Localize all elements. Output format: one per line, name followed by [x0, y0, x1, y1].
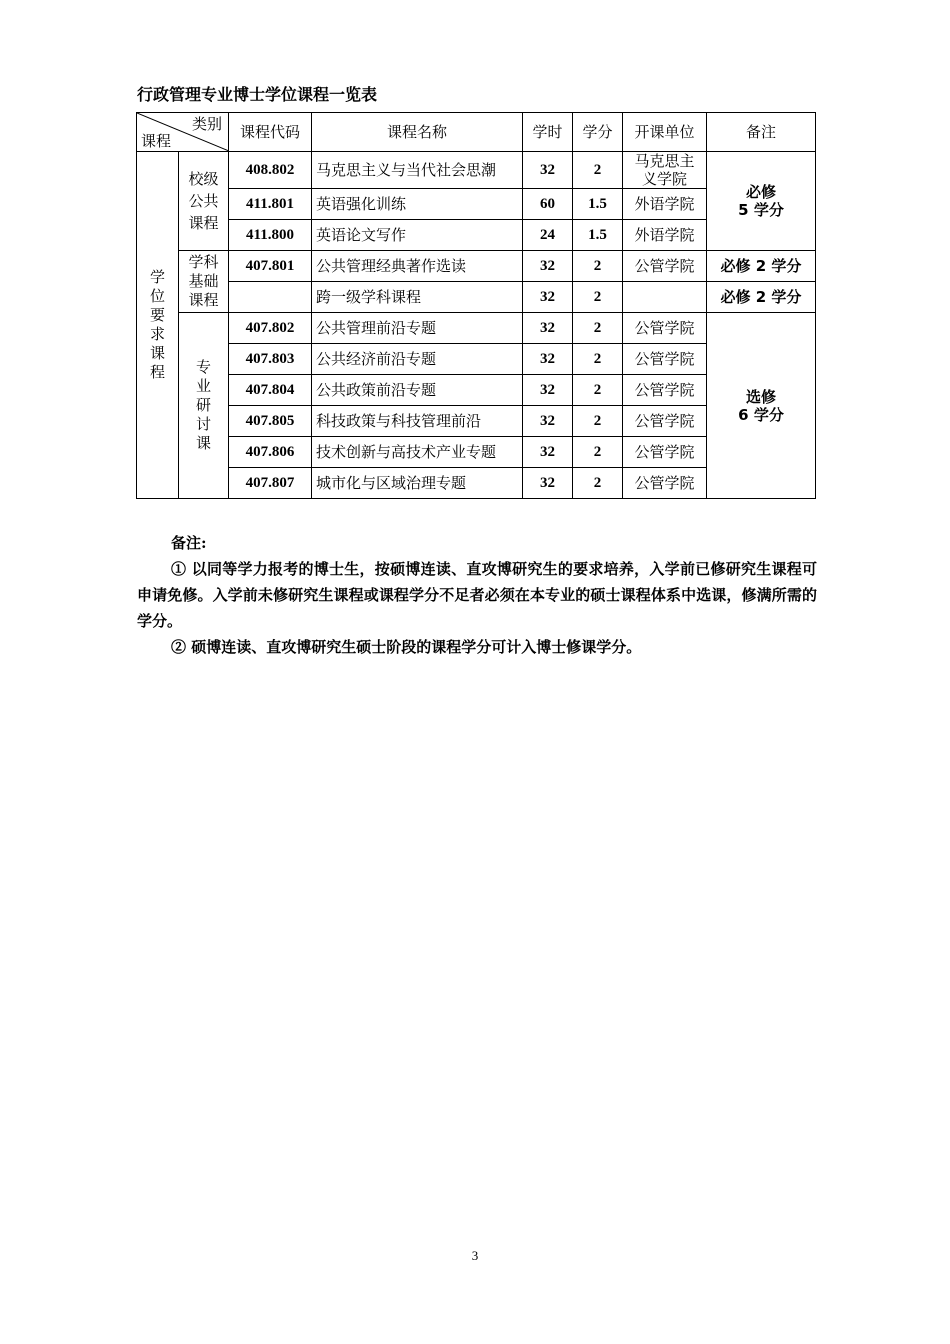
course-hours: 32 [523, 313, 573, 344]
course-code: 411.800 [229, 220, 312, 251]
notes-section [137, 530, 817, 660]
course-unit: 公管学院 [623, 375, 707, 406]
course-code: 411.801 [229, 189, 312, 220]
course-name: 科技政策与科技管理前沿 [312, 406, 523, 437]
course-credits: 1.5 [573, 189, 623, 220]
header-unit: 开课单位 [623, 113, 707, 152]
group-basic-label: 学科基础课程 [188, 253, 219, 309]
course-credits: 2 [573, 468, 623, 499]
course-hours: 32 [523, 251, 573, 282]
course-unit: 公管学院 [623, 406, 707, 437]
course-code: 407.801 [229, 251, 312, 282]
diagonal-header-cell [137, 113, 229, 152]
course-credits: 2 [573, 437, 623, 468]
course-hours: 32 [523, 375, 573, 406]
outer-group-cell [137, 152, 179, 499]
table-row [137, 251, 816, 282]
course-code: 408.802 [229, 152, 312, 189]
course-hours: 60 [523, 189, 573, 220]
note-item-2: ② 硕博连读、直攻博研究生硕士阶段的课程学分可计入博士修课学分。 [171, 638, 642, 656]
table-row [137, 152, 816, 189]
course-name: 英语强化训练 [312, 189, 523, 220]
remark-public-line2: 5 学分 [738, 201, 784, 219]
course-code: 407.806 [229, 437, 312, 468]
course-credits: 2 [573, 313, 623, 344]
page-title: 行政管理专业博士学位课程一览表 [137, 85, 378, 104]
header-credits: 学分 [573, 113, 623, 152]
course-name: 城市化与区域治理专题 [312, 468, 523, 499]
course-hours: 24 [523, 220, 573, 251]
remark-public-line1: 必修 [745, 183, 776, 201]
course-hours: 32 [523, 152, 573, 189]
outer-group-label: 学位要求课程 [150, 268, 166, 381]
remark-public [707, 152, 816, 251]
course-code: 407.802 [229, 313, 312, 344]
course-code: 407.807 [229, 468, 312, 499]
course-unit [623, 282, 707, 313]
course-name: 跨一级学科课程 [312, 282, 523, 313]
remark-basic-2: 必修 2 学分 [707, 282, 816, 313]
header-hours: 学时 [523, 113, 573, 152]
course-credits: 2 [573, 152, 623, 189]
group-public-label: 校级公共课程 [188, 170, 219, 232]
header-category: 类别 [191, 115, 222, 133]
course-unit: 公管学院 [623, 344, 707, 375]
note-item-1: ① 以同等学力报考的博士生，按硕博连读、直攻博研究生的要求培养，入学前已修研究生课程可申请免修。入学前未修研究生课程或课程学分不足者必须在本专业的硕士课程体系中选课，修满所需的学分。 [137, 560, 817, 630]
course-hours: 32 [523, 406, 573, 437]
course-code: 407.805 [229, 406, 312, 437]
course-name: 技术创新与高技术产业专题 [312, 437, 523, 468]
course-unit: 外语学院 [623, 220, 707, 251]
remark-basic-1: 必修 2 学分 [707, 251, 816, 282]
course-hours: 32 [523, 437, 573, 468]
course-unit: 公管学院 [623, 251, 707, 282]
course-hours: 32 [523, 282, 573, 313]
course-name: 公共政策前沿专题 [312, 375, 523, 406]
notes-heading: 备注: [171, 534, 207, 552]
group-public-cell [179, 152, 229, 251]
course-credits: 1.5 [573, 220, 623, 251]
course-name: 马克思主义与当代社会思潮 [312, 152, 523, 189]
group-seminar-label: 专业研讨课 [196, 358, 212, 452]
course-name: 公共管理前沿专题 [312, 313, 523, 344]
course-unit: 外语学院 [623, 189, 707, 220]
course-unit: 公管学院 [623, 313, 707, 344]
table-header-row [137, 113, 816, 152]
course-code [229, 282, 312, 313]
course-code: 407.803 [229, 344, 312, 375]
table-row [137, 282, 816, 313]
course-credits: 2 [573, 344, 623, 375]
group-basic-cell [179, 251, 229, 313]
course-hours: 32 [523, 344, 573, 375]
course-unit: 公管学院 [623, 468, 707, 499]
table-row [137, 313, 816, 344]
course-credits: 2 [573, 251, 623, 282]
group-seminar-cell [179, 313, 229, 499]
course-code: 407.804 [229, 375, 312, 406]
course-credits: 2 [573, 406, 623, 437]
header-course: 课程 [141, 132, 172, 150]
remark-seminar-line2: 6 学分 [738, 405, 784, 424]
course-credits: 2 [573, 375, 623, 406]
course-unit: 公管学院 [623, 437, 707, 468]
page-number: 3 [471, 1248, 479, 1263]
course-name: 公共经济前沿专题 [312, 344, 523, 375]
course-unit-text: 马克思主义学院 [634, 152, 695, 188]
course-unit [623, 152, 707, 189]
header-code: 课程代码 [229, 113, 312, 152]
remark-seminar-line1: 选修 [745, 387, 776, 406]
course-credits: 2 [573, 282, 623, 313]
course-table [136, 112, 816, 499]
header-remark: 备注 [707, 113, 816, 152]
remark-seminar [707, 313, 816, 499]
header-name: 课程名称 [312, 113, 523, 152]
course-name: 英语论文写作 [312, 220, 523, 251]
course-hours: 32 [523, 468, 573, 499]
course-name: 公共管理经典著作选读 [312, 251, 523, 282]
